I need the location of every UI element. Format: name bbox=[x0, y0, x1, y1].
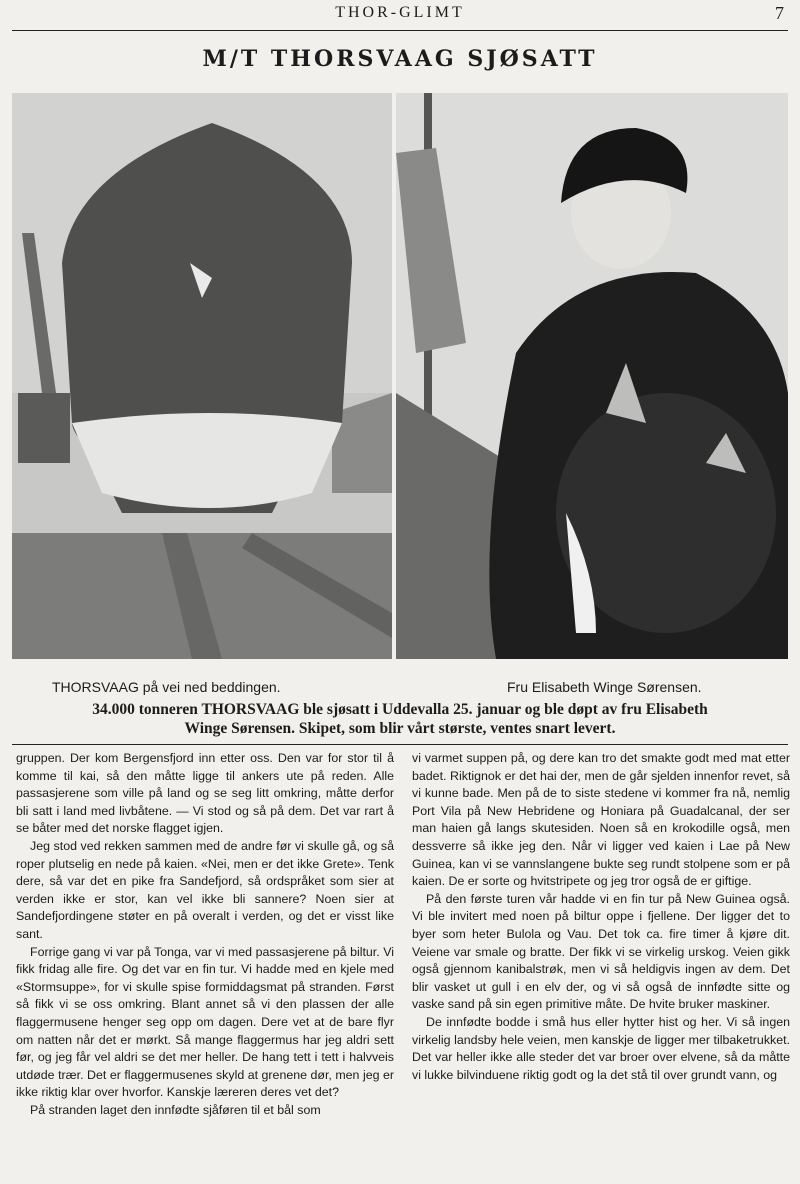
publication-title: THOR-GLIMT bbox=[335, 4, 465, 21]
ship-launch-photo bbox=[12, 93, 392, 659]
lead-divider bbox=[12, 744, 788, 745]
article-paragraph: De innfødte bodde i små hus eller hytter hist og her. Vi så ingen virkelig landsby hele veien, men kanskje de ligger mer tilbaketrukket. Det var heller ikke alle steder det var broer over elvene, så da måtte vi lukke bilvinduene riktig godt og la det stå til over grundt vann, og bbox=[412, 1014, 790, 1082]
article-paragraph: gruppen. Der kom Bergensfjord inn etter oss. Den var for stor til å komme til kai, så den måtte ligge til ankers ute på reden. Alle passasjerene som ville på land og se seg litt omkring, måtte derfor bli satt i land med livbåtene. — Vi stod og så på dem. Det var rart å se båter med det norske flagget igjen. bbox=[16, 751, 394, 836]
page-header bbox=[12, 0, 788, 31]
article-paragraph: På stranden laget den innfødte sjåføren til et bål som bbox=[30, 1102, 321, 1117]
lead-line-1: 34.000 tonneren THORSVAAG ble sjøsatt i Uddevalla 25. januar og ble døpt av fru Elisabeth bbox=[92, 701, 708, 718]
godmother-portrait-photo bbox=[396, 93, 788, 659]
article-column-right bbox=[412, 750, 790, 1084]
page-number: 7 bbox=[775, 3, 784, 23]
lead-paragraph bbox=[16, 700, 784, 738]
lead-line-2: Winge Sørensen. Skipet, som blir vårt største, ventes snart levert. bbox=[184, 720, 616, 737]
article-paragraph: Jeg stod ved rekken sammen med de andre før vi skulle gå, og så roper plutselig en nede på kaien. «Nei, men er det ikke Grete». Tenk dere, så var det en pike fra Sandefjord, så ordspråket som sier at verden ikke er stor, kan vel ikke bli sannere? Noen sier at Sandefjordingene støter en på overalt i verden, og det er visst like sant. bbox=[16, 838, 394, 941]
article-column-left bbox=[16, 750, 394, 1119]
left-photo-caption: THORSVAAG på vei ned beddingen. bbox=[52, 679, 281, 695]
article-paragraph: Forrige gang vi var på Tonga, var vi med passasjerene på biltur. Vi fikk fridag alle fire. Og det var en fin tur. Vi hadde med en kjele med «Stormsuppe», for vi skulle spise formiddagsmat på stranden. Først så fikk vi se oss omkring. Blant annet så vi den plassen der alle flaggermusene henger seg opp om dagen. Dere vet at de bare flyr om natten når det er mørkt. Så mange flaggermus har jeg aldri sett før, og jeg får vel aldri se det mer heller. De hang tett i tett i halvveis utdøde trær. Det er flaggermusenes skyld at grenene dør, men jeg er ikke riktig klar over hvorfor. Kanskje læreren deres vet det? bbox=[16, 944, 394, 1100]
article-paragraph: vi varmet suppen på, og dere kan tro det smakte godt med mat etter badet. Riktignok er det hai der, men de går sjelden innenfor revet, så vi kunne bade. Men på de to siste stedene vi kommer fra nå, nemlig Port Vila på New Hebridene og Honiara på Guadalcanal, der ser man haien gå langs skutesiden. Noen så en krokodille også, men dessverre så ikke jeg den. Når vi ligger ved kaien i Lae på New Guinea, kan vi se vannslangene bukte seg rundt stolpene som er på kaien. De er sorte og hvitstripete og jeg tror også de er giftige. bbox=[412, 751, 790, 889]
article-headline: M/T THORSVAAG SJØSATT bbox=[202, 46, 598, 72]
article-paragraph: På den første turen vår hadde vi en fin tur på New Guinea også. Vi ble invitert med noen på biltur oppe i fjellene. Der ligger det to byer som heter Bulola og Vau. Det tok ca. fire timer å kjøre dit. Veiene var smale og bratte. Der fikk vi se virkelig urskog. Veien gikk også gjennom kanibalstrøk, men vi så heldigvis ingen av dem. Det blir vasket ut gull i en elv der, og vi så også de innfødte sitte og vaske sand på sin egen primitive måte. De hvite bruker maskiner. bbox=[412, 891, 790, 1012]
right-photo-caption: Fru Elisabeth Winge Sørensen. bbox=[507, 679, 702, 695]
